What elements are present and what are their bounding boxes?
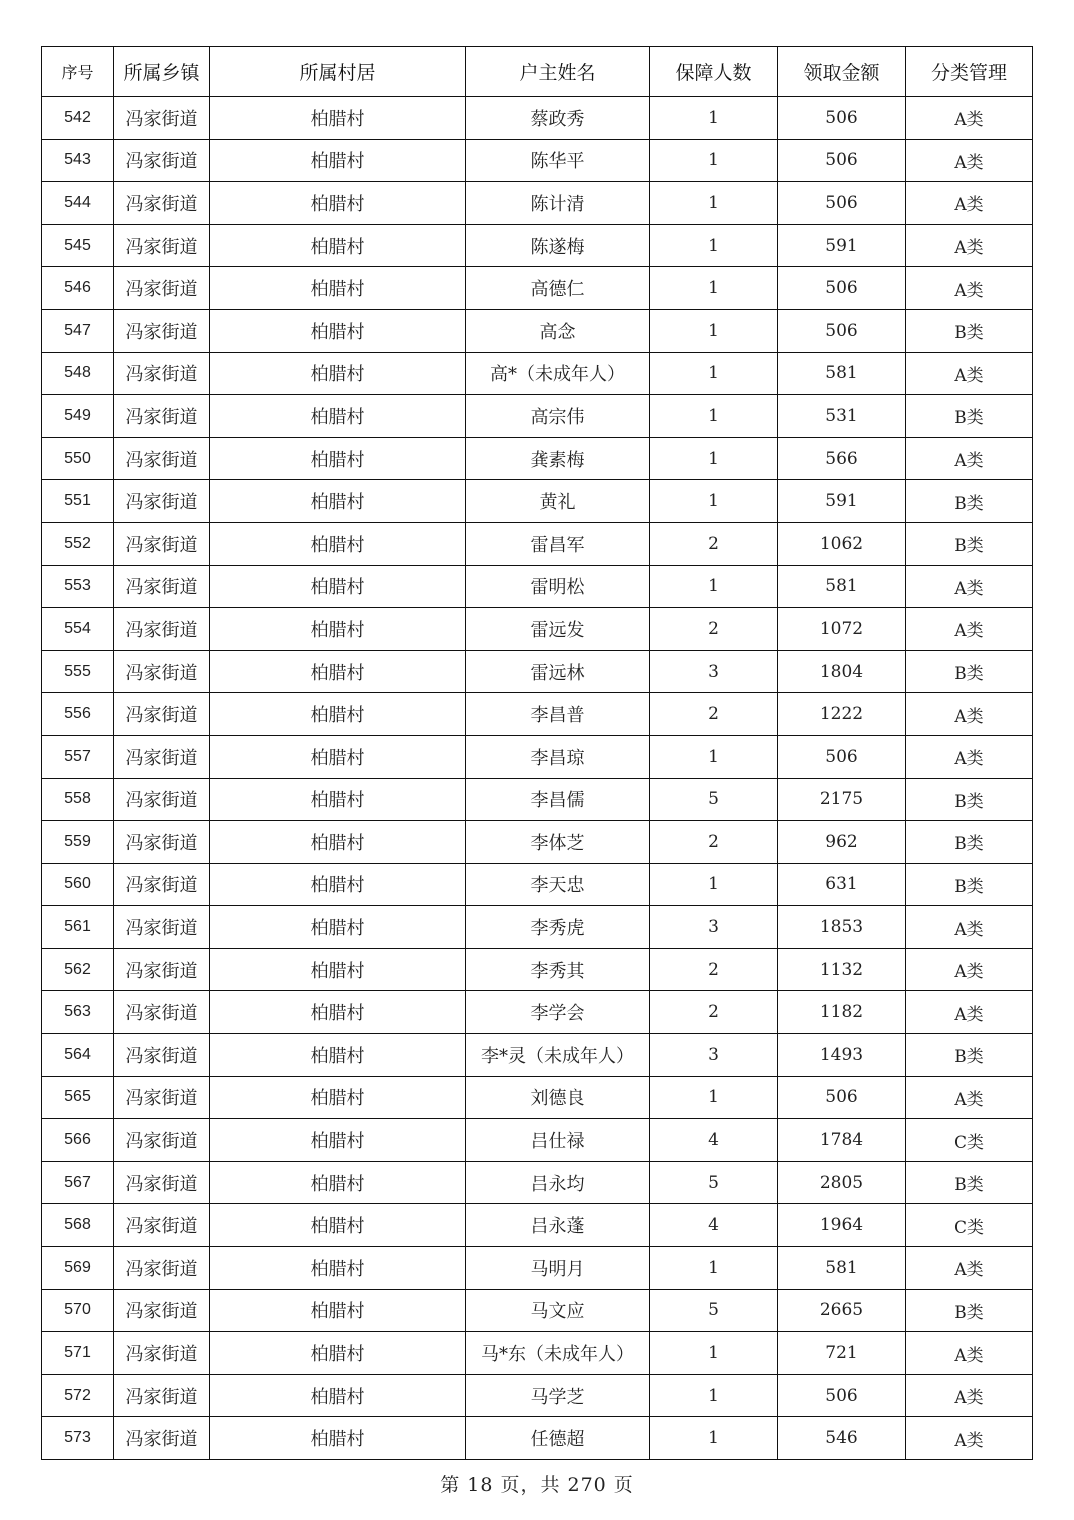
township-cell: 冯家街道 [114, 1289, 210, 1332]
township-cell: 冯家街道 [114, 991, 210, 1034]
table-row [42, 693, 1033, 736]
covered-persons-cell: 1 [650, 1374, 778, 1417]
category-cell: A类 [906, 97, 1033, 140]
householder-name-cell: 马明月 [466, 1247, 650, 1290]
householder-name-cell: 吕永蓬 [466, 1204, 650, 1247]
header-township: 所属乡镇 [114, 47, 210, 97]
covered-persons-cell: 5 [650, 1289, 778, 1332]
table-row [42, 182, 1033, 225]
householder-name-cell: 陈计清 [466, 182, 650, 225]
serial-number-cell: 569 [42, 1247, 114, 1290]
amount-cell: 721 [778, 1332, 906, 1375]
village-cell: 柏腊村 [210, 821, 466, 864]
village-cell: 柏腊村 [210, 1119, 466, 1162]
table-row [42, 863, 1033, 906]
village-cell: 柏腊村 [210, 522, 466, 565]
serial-number-cell: 544 [42, 182, 114, 225]
covered-persons-cell: 1 [650, 309, 778, 352]
householder-name-cell: 任德超 [466, 1417, 650, 1460]
village-cell: 柏腊村 [210, 863, 466, 906]
amount-cell: 1222 [778, 693, 906, 736]
covered-persons-cell: 1 [650, 352, 778, 395]
village-cell: 柏腊村 [210, 1161, 466, 1204]
serial-number-cell: 543 [42, 139, 114, 182]
township-cell: 冯家街道 [114, 863, 210, 906]
serial-number-cell: 565 [42, 1076, 114, 1119]
covered-persons-cell: 5 [650, 778, 778, 821]
covered-persons-cell: 2 [650, 948, 778, 991]
serial-number-cell: 554 [42, 608, 114, 651]
table-row [42, 1204, 1033, 1247]
township-cell: 冯家街道 [114, 735, 210, 778]
township-cell: 冯家街道 [114, 1247, 210, 1290]
amount-cell: 1853 [778, 906, 906, 949]
village-cell: 柏腊村 [210, 778, 466, 821]
village-cell: 柏腊村 [210, 650, 466, 693]
header-village: 所属村居 [210, 47, 466, 97]
serial-number-cell: 567 [42, 1161, 114, 1204]
householder-name-cell: 李昌琼 [466, 735, 650, 778]
amount-cell: 591 [778, 480, 906, 523]
householder-name-cell: 刘德良 [466, 1076, 650, 1119]
village-cell: 柏腊村 [210, 1374, 466, 1417]
village-cell: 柏腊村 [210, 1076, 466, 1119]
header-amount-received: 领取金额 [778, 47, 906, 97]
amount-cell: 1062 [778, 522, 906, 565]
covered-persons-cell: 1 [650, 1076, 778, 1119]
serial-number-cell: 547 [42, 309, 114, 352]
amount-cell: 2175 [778, 778, 906, 821]
table-row [42, 480, 1033, 523]
covered-persons-cell: 1 [650, 97, 778, 140]
table-body [42, 97, 1033, 1460]
serial-number-cell: 571 [42, 1332, 114, 1375]
serial-number-cell: 555 [42, 650, 114, 693]
village-cell: 柏腊村 [210, 948, 466, 991]
householder-name-cell: 马*东（未成年人） [466, 1332, 650, 1375]
amount-cell: 591 [778, 224, 906, 267]
header-row [42, 47, 1033, 97]
header-serial-number: 序号 [42, 47, 114, 97]
category-cell: A类 [906, 437, 1033, 480]
township-cell: 冯家街道 [114, 1332, 210, 1375]
serial-number-cell: 564 [42, 1034, 114, 1077]
amount-cell: 546 [778, 1417, 906, 1460]
amount-cell: 566 [778, 437, 906, 480]
householder-name-cell: 马文应 [466, 1289, 650, 1332]
village-cell: 柏腊村 [210, 437, 466, 480]
serial-number-cell: 550 [42, 437, 114, 480]
village-cell: 柏腊村 [210, 991, 466, 1034]
category-cell: A类 [906, 735, 1033, 778]
village-cell: 柏腊村 [210, 1247, 466, 1290]
covered-persons-cell: 1 [650, 1247, 778, 1290]
village-cell: 柏腊村 [210, 693, 466, 736]
township-cell: 冯家街道 [114, 948, 210, 991]
householder-name-cell: 雷明松 [466, 565, 650, 608]
village-cell: 柏腊村 [210, 1289, 466, 1332]
village-cell: 柏腊村 [210, 1417, 466, 1460]
householder-name-cell: 高德仁 [466, 267, 650, 310]
householder-name-cell: 李秀虎 [466, 906, 650, 949]
amount-cell: 1493 [778, 1034, 906, 1077]
householder-name-cell: 高念 [466, 309, 650, 352]
table-row [42, 395, 1033, 438]
category-cell: A类 [906, 1417, 1033, 1460]
category-cell: A类 [906, 139, 1033, 182]
category-cell: A类 [906, 948, 1033, 991]
amount-cell: 2805 [778, 1161, 906, 1204]
amount-cell: 581 [778, 1247, 906, 1290]
amount-cell: 1182 [778, 991, 906, 1034]
village-cell: 柏腊村 [210, 1332, 466, 1375]
category-cell: B类 [906, 821, 1033, 864]
covered-persons-cell: 1 [650, 224, 778, 267]
table-row [42, 97, 1033, 140]
table-row [42, 437, 1033, 480]
township-cell: 冯家街道 [114, 1374, 210, 1417]
category-cell: A类 [906, 565, 1033, 608]
village-cell: 柏腊村 [210, 735, 466, 778]
township-cell: 冯家街道 [114, 224, 210, 267]
township-cell: 冯家街道 [114, 608, 210, 651]
header-covered-persons: 保障人数 [650, 47, 778, 97]
serial-number-cell: 568 [42, 1204, 114, 1247]
table-row [42, 267, 1033, 310]
village-cell: 柏腊村 [210, 182, 466, 225]
amount-cell: 1132 [778, 948, 906, 991]
householder-name-cell: 高宗伟 [466, 395, 650, 438]
township-cell: 冯家街道 [114, 1076, 210, 1119]
category-cell: B类 [906, 1289, 1033, 1332]
covered-persons-cell: 1 [650, 267, 778, 310]
serial-number-cell: 551 [42, 480, 114, 523]
householder-name-cell: 蔡政秀 [466, 97, 650, 140]
householder-name-cell: 马学芝 [466, 1374, 650, 1417]
amount-cell: 2665 [778, 1289, 906, 1332]
covered-persons-cell: 4 [650, 1119, 778, 1162]
table-row [42, 1374, 1033, 1417]
village-cell: 柏腊村 [210, 565, 466, 608]
category-cell: A类 [906, 1374, 1033, 1417]
amount-cell: 962 [778, 821, 906, 864]
category-cell: A类 [906, 224, 1033, 267]
householder-name-cell: 吕仕禄 [466, 1119, 650, 1162]
township-cell: 冯家街道 [114, 565, 210, 608]
village-cell: 柏腊村 [210, 1034, 466, 1077]
serial-number-cell: 549 [42, 395, 114, 438]
township-cell: 冯家街道 [114, 522, 210, 565]
village-cell: 柏腊村 [210, 97, 466, 140]
village-cell: 柏腊村 [210, 309, 466, 352]
township-cell: 冯家街道 [114, 139, 210, 182]
table-row [42, 309, 1033, 352]
householder-name-cell: 陈遂梅 [466, 224, 650, 267]
category-cell: B类 [906, 863, 1033, 906]
category-cell: A类 [906, 608, 1033, 651]
township-cell: 冯家街道 [114, 267, 210, 310]
category-cell: A类 [906, 693, 1033, 736]
serial-number-cell: 560 [42, 863, 114, 906]
category-cell: B类 [906, 650, 1033, 693]
serial-number-cell: 556 [42, 693, 114, 736]
category-cell: B类 [906, 1034, 1033, 1077]
table-row [42, 608, 1033, 651]
table-row [42, 1119, 1033, 1162]
amount-cell: 506 [778, 1374, 906, 1417]
table-row [42, 1034, 1033, 1077]
township-cell: 冯家街道 [114, 693, 210, 736]
covered-persons-cell: 3 [650, 1034, 778, 1077]
serial-number-cell: 558 [42, 778, 114, 821]
category-cell: B类 [906, 309, 1033, 352]
township-cell: 冯家街道 [114, 182, 210, 225]
serial-number-cell: 572 [42, 1374, 114, 1417]
covered-persons-cell: 2 [650, 522, 778, 565]
amount-cell: 1072 [778, 608, 906, 651]
covered-persons-cell: 1 [650, 735, 778, 778]
amount-cell: 1804 [778, 650, 906, 693]
village-cell: 柏腊村 [210, 352, 466, 395]
village-cell: 柏腊村 [210, 395, 466, 438]
amount-cell: 506 [778, 267, 906, 310]
covered-persons-cell: 1 [650, 182, 778, 225]
header-householder-name: 户主姓名 [466, 47, 650, 97]
covered-persons-cell: 2 [650, 821, 778, 864]
serial-number-cell: 566 [42, 1119, 114, 1162]
village-cell: 柏腊村 [210, 1204, 466, 1247]
amount-cell: 506 [778, 182, 906, 225]
serial-number-cell: 557 [42, 735, 114, 778]
covered-persons-cell: 2 [650, 991, 778, 1034]
table-row [42, 1417, 1033, 1460]
township-cell: 冯家街道 [114, 1119, 210, 1162]
township-cell: 冯家街道 [114, 1034, 210, 1077]
householder-name-cell: 龚素梅 [466, 437, 650, 480]
covered-persons-cell: 3 [650, 906, 778, 949]
table-row [42, 735, 1033, 778]
village-cell: 柏腊村 [210, 906, 466, 949]
page-number: 第 18 页，共 270 页 [440, 1474, 634, 1496]
township-cell: 冯家街道 [114, 906, 210, 949]
serial-number-cell: 562 [42, 948, 114, 991]
table-row [42, 948, 1033, 991]
category-cell: C类 [906, 1204, 1033, 1247]
householder-name-cell: 李昌普 [466, 693, 650, 736]
covered-persons-cell: 1 [650, 1417, 778, 1460]
householder-name-cell: 高*（未成年人） [466, 352, 650, 395]
township-cell: 冯家街道 [114, 480, 210, 523]
table-row [42, 139, 1033, 182]
village-cell: 柏腊村 [210, 267, 466, 310]
township-cell: 冯家街道 [114, 650, 210, 693]
township-cell: 冯家街道 [114, 395, 210, 438]
amount-cell: 1964 [778, 1204, 906, 1247]
amount-cell: 581 [778, 352, 906, 395]
householder-name-cell: 李天忠 [466, 863, 650, 906]
relief-roster-table [41, 46, 1033, 1460]
table-row [42, 1247, 1033, 1290]
category-cell: A类 [906, 906, 1033, 949]
serial-number-cell: 563 [42, 991, 114, 1034]
householder-name-cell: 雷昌军 [466, 522, 650, 565]
amount-cell: 631 [778, 863, 906, 906]
table-row [42, 352, 1033, 395]
table-row [42, 1161, 1033, 1204]
table-row [42, 821, 1033, 864]
category-cell: B类 [906, 480, 1033, 523]
amount-cell: 506 [778, 309, 906, 352]
village-cell: 柏腊村 [210, 224, 466, 267]
covered-persons-cell: 1 [650, 565, 778, 608]
township-cell: 冯家街道 [114, 1417, 210, 1460]
township-cell: 冯家街道 [114, 778, 210, 821]
covered-persons-cell: 2 [650, 693, 778, 736]
amount-cell: 506 [778, 139, 906, 182]
serial-number-cell: 573 [42, 1417, 114, 1460]
table-row [42, 1076, 1033, 1119]
table-row [42, 224, 1033, 267]
serial-number-cell: 561 [42, 906, 114, 949]
township-cell: 冯家街道 [114, 352, 210, 395]
category-cell: B类 [906, 395, 1033, 438]
township-cell: 冯家街道 [114, 1204, 210, 1247]
covered-persons-cell: 1 [650, 437, 778, 480]
serial-number-cell: 553 [42, 565, 114, 608]
category-cell: B类 [906, 522, 1033, 565]
category-cell: A类 [906, 991, 1033, 1034]
householder-name-cell: 陈华平 [466, 139, 650, 182]
table-row [42, 565, 1033, 608]
householder-name-cell: 李体芝 [466, 821, 650, 864]
amount-cell: 506 [778, 97, 906, 140]
village-cell: 柏腊村 [210, 139, 466, 182]
category-cell: A类 [906, 1332, 1033, 1375]
covered-persons-cell: 2 [650, 608, 778, 651]
category-cell: B类 [906, 778, 1033, 821]
amount-cell: 506 [778, 735, 906, 778]
table-row [42, 906, 1033, 949]
header-category: 分类管理 [906, 47, 1033, 97]
township-cell: 冯家街道 [114, 437, 210, 480]
table-row [42, 522, 1033, 565]
householder-name-cell: 雷远林 [466, 650, 650, 693]
village-cell: 柏腊村 [210, 480, 466, 523]
householder-name-cell: 吕永均 [466, 1161, 650, 1204]
table-row [42, 1289, 1033, 1332]
covered-persons-cell: 1 [650, 1332, 778, 1375]
covered-persons-cell: 1 [650, 395, 778, 438]
serial-number-cell: 552 [42, 522, 114, 565]
table-row [42, 1332, 1033, 1375]
amount-cell: 506 [778, 1076, 906, 1119]
category-cell: B类 [906, 1161, 1033, 1204]
category-cell: C类 [906, 1119, 1033, 1162]
householder-name-cell: 李昌儒 [466, 778, 650, 821]
village-cell: 柏腊村 [210, 608, 466, 651]
township-cell: 冯家街道 [114, 1161, 210, 1204]
householder-name-cell: 李学会 [466, 991, 650, 1034]
serial-number-cell: 548 [42, 352, 114, 395]
householder-name-cell: 黄礼 [466, 480, 650, 523]
serial-number-cell: 570 [42, 1289, 114, 1332]
table-row [42, 650, 1033, 693]
serial-number-cell: 559 [42, 821, 114, 864]
covered-persons-cell: 1 [650, 863, 778, 906]
householder-name-cell: 雷远发 [466, 608, 650, 651]
table-row [42, 991, 1033, 1034]
category-cell: A类 [906, 267, 1033, 310]
covered-persons-cell: 5 [650, 1161, 778, 1204]
covered-persons-cell: 3 [650, 650, 778, 693]
amount-cell: 581 [778, 565, 906, 608]
serial-number-cell: 546 [42, 267, 114, 310]
category-cell: A类 [906, 182, 1033, 225]
householder-name-cell: 李秀其 [466, 948, 650, 991]
amount-cell: 531 [778, 395, 906, 438]
covered-persons-cell: 4 [650, 1204, 778, 1247]
table-row [42, 778, 1033, 821]
category-cell: A类 [906, 1247, 1033, 1290]
category-cell: A类 [906, 1076, 1033, 1119]
township-cell: 冯家街道 [114, 821, 210, 864]
householder-name-cell: 李*灵（未成年人） [466, 1034, 650, 1077]
amount-cell: 1784 [778, 1119, 906, 1162]
category-cell: A类 [906, 352, 1033, 395]
covered-persons-cell: 1 [650, 480, 778, 523]
serial-number-cell: 542 [42, 97, 114, 140]
township-cell: 冯家街道 [114, 309, 210, 352]
covered-persons-cell: 1 [650, 139, 778, 182]
township-cell: 冯家街道 [114, 97, 210, 140]
serial-number-cell: 545 [42, 224, 114, 267]
